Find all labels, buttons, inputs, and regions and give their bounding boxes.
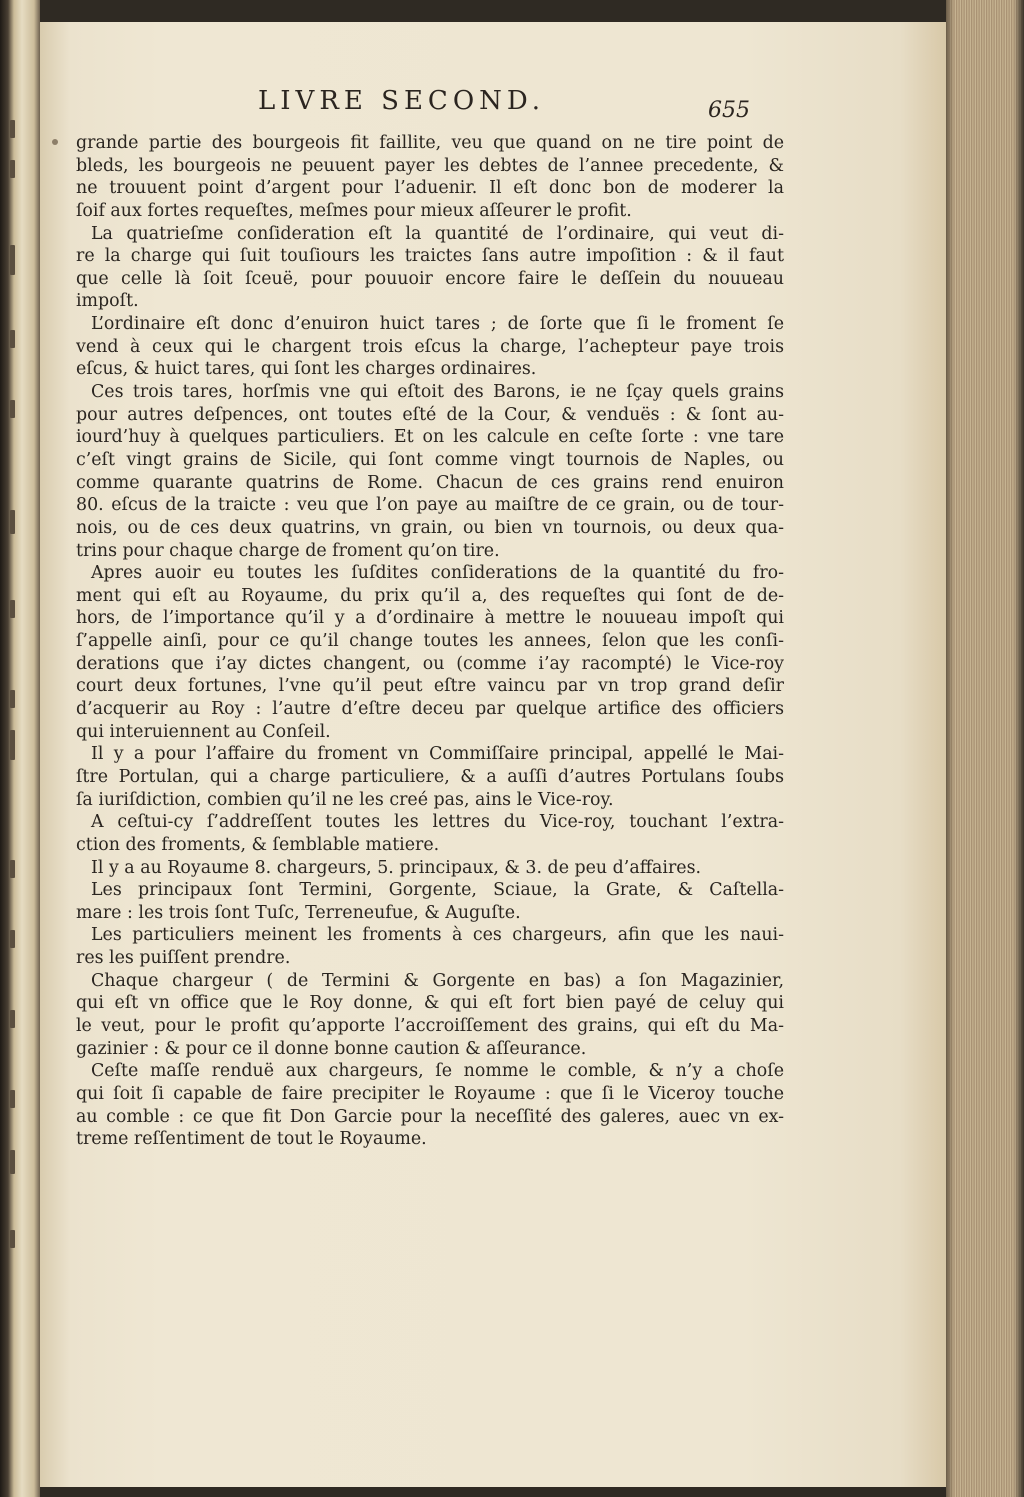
previous-page-edge bbox=[0, 0, 40, 1497]
text-line: qui eſt vn office que le Roy donne, & qui eſt fort bien payé de celuy qui bbox=[76, 993, 784, 1014]
page-body-text bbox=[76, 132, 784, 1151]
page-number: 655 bbox=[708, 98, 750, 123]
text-line: Ceſte maſſe renduë aux chargeurs, ſe nomme le comble, & n’y a choſe bbox=[91, 1061, 784, 1082]
text-line: ſtre Portulan, qui a charge particuliere, & a auſſi d’autres Portulans ſoubs bbox=[76, 766, 784, 787]
text-line: 80. eſcus de la traicte : veu que l’on paye au maiſtre de ce grain, ou de tour- bbox=[76, 495, 784, 516]
text-line: le veut, pour le profit qu’apporte l’accroiſſement des grains, qui eſt du Ma- bbox=[76, 1015, 784, 1036]
text-line: qui ſoit ſi capable de faire precipiter le Royaume : que ſi le Viceroy touche bbox=[76, 1083, 784, 1104]
text-line: Il y a pour l’affaire du froment vn Commiſſaire principal, appellé le Mai- bbox=[91, 744, 784, 765]
text-line: mare : les trois ſont Tuſc, Terreneufue, & Auguſte. bbox=[76, 902, 521, 923]
text-line: hors, de l’importance qu’il y a d’ordinaire à mettre le nouueau impoſt qui bbox=[76, 608, 784, 629]
text-line: La quatrieſme conſideration eſt la quantité de l’ordinaire, qui veut di- bbox=[91, 223, 784, 244]
text-line: Les particuliers meinent les froments à ces chargeurs, afin que les naui- bbox=[91, 925, 784, 946]
running-head: LIVRE SECOND. bbox=[258, 86, 546, 116]
text-line: pour autres deſpences, ont toutes eſté de la Cour, & venduës : & ſont au- bbox=[76, 404, 784, 425]
text-line: re la charge qui ſuit touſiours les traictes ſans autre impoſition : & il faut bbox=[76, 246, 784, 267]
text-line: d’acquerir au Roy : l’autre d’eſtre deceu par quelque artifice des officiers bbox=[76, 699, 784, 720]
text-line: treme reſſentiment de tout le Royaume. bbox=[76, 1129, 427, 1150]
page-stack-edge bbox=[946, 0, 1024, 1497]
text-line: ſoif aux fortes requeſtes, meſmes pour mieux aſſeurer le profit. bbox=[76, 200, 632, 221]
text-line: ſa iuriſdiction, combien qu’il ne les creé pas, ains le Vice-roy. bbox=[76, 789, 614, 810]
text-line: A ceſtui-cy ſ’addreſſent toutes les lettres du Vice-roy, touchant l’extra- bbox=[91, 812, 784, 833]
text-line: res les puiſſent prendre. bbox=[76, 948, 291, 969]
text-line: L’ordinaire eſt donc d’enuiron huict tares ; de ſorte que ſi le froment ſe bbox=[91, 314, 784, 335]
previous-page-text-fragments bbox=[10, 100, 24, 1300]
text-line: ction des froments, & ſemblable matiere. bbox=[76, 834, 440, 855]
text-line: impoſt. bbox=[76, 291, 139, 312]
text-line: que celle là ſoit ſceuë, pour pouuoir encore faire le deſſein du nouueau bbox=[76, 268, 784, 289]
text-line: au comble : ce que fit Don Garcie pour la neceſſité des galeres, auec vn ex- bbox=[76, 1106, 784, 1127]
text-line: iourd’huy à quelques particuliers. Et on les calcule en ceſte ſorte : vne tare bbox=[76, 427, 784, 448]
margin-dot bbox=[52, 139, 58, 145]
text-line: vend à ceux qui le chargent trois eſcus la charge, l’achepteur paye trois bbox=[76, 336, 784, 357]
text-line: derations que i’ay dictes changent, ou (comme i’ay racompté) le Vice-roy bbox=[76, 653, 784, 674]
text-line: court deux fortunes, l’vne qu’il peut eſtre vaincu par vn trop grand deſir bbox=[76, 676, 784, 697]
text-line: ne trouuent point d’argent pour l’aduenir. Il eſt donc bon de moderer la bbox=[76, 178, 784, 199]
text-line: bleds, les bourgeois ne peuuent payer les debtes de l’annee precedente, & bbox=[76, 155, 784, 176]
text-line: eſcus, & huict tares, qui ſont les charges ordinaires. bbox=[76, 359, 537, 380]
text-line: nois, ou de ces deux quatrins, vn grain, ou bien vn tournois, ou deux qua- bbox=[76, 517, 784, 538]
text-line: gazinier : & pour ce il donne bonne caution & aſſeurance. bbox=[76, 1038, 587, 1059]
text-line: Il y a au Royaume 8. chargeurs, 5. principaux, & 3. de peu d’affaires. bbox=[91, 857, 702, 878]
text-line: ſ’appelle ainſi, pour ce qu’il change toutes les annees, ſelon que les conſi- bbox=[76, 631, 784, 652]
text-line: Ces trois tares, horſmis vne qui eſtoit des Barons, ie ne ſçay quels grains bbox=[91, 382, 784, 403]
text-line: ment qui eſt au Royaume, du prix qu’il a, des requeſtes qui ſont de de- bbox=[76, 585, 784, 606]
text-line: comme quarante quatrins de Rome. Chacun de ces grains rend enuiron bbox=[76, 472, 784, 493]
text-line: Apres auoir eu toutes les ſuſdites conſiderations de la quantité du fro- bbox=[91, 563, 784, 584]
text-line: Les principaux ſont Termini, Gorgente, Sciaue, la Grate, & Caſtella- bbox=[91, 880, 784, 901]
text-line: c’eſt vingt grains de Sicile, qui ſont comme vingt tournois de Naples, ou bbox=[76, 449, 784, 470]
text-line: qui interuiennent au Conſeil. bbox=[76, 721, 331, 742]
text-line: trins pour chaque charge de froment qu’on tire. bbox=[76, 540, 500, 561]
text-line: Chaque chargeur ( de Termini & Gorgente en bas) a ſon Magazinier, bbox=[91, 970, 784, 991]
text-line: grande partie des bourgeois fit faillite, veu que quand on ne tire point de bbox=[76, 133, 784, 153]
